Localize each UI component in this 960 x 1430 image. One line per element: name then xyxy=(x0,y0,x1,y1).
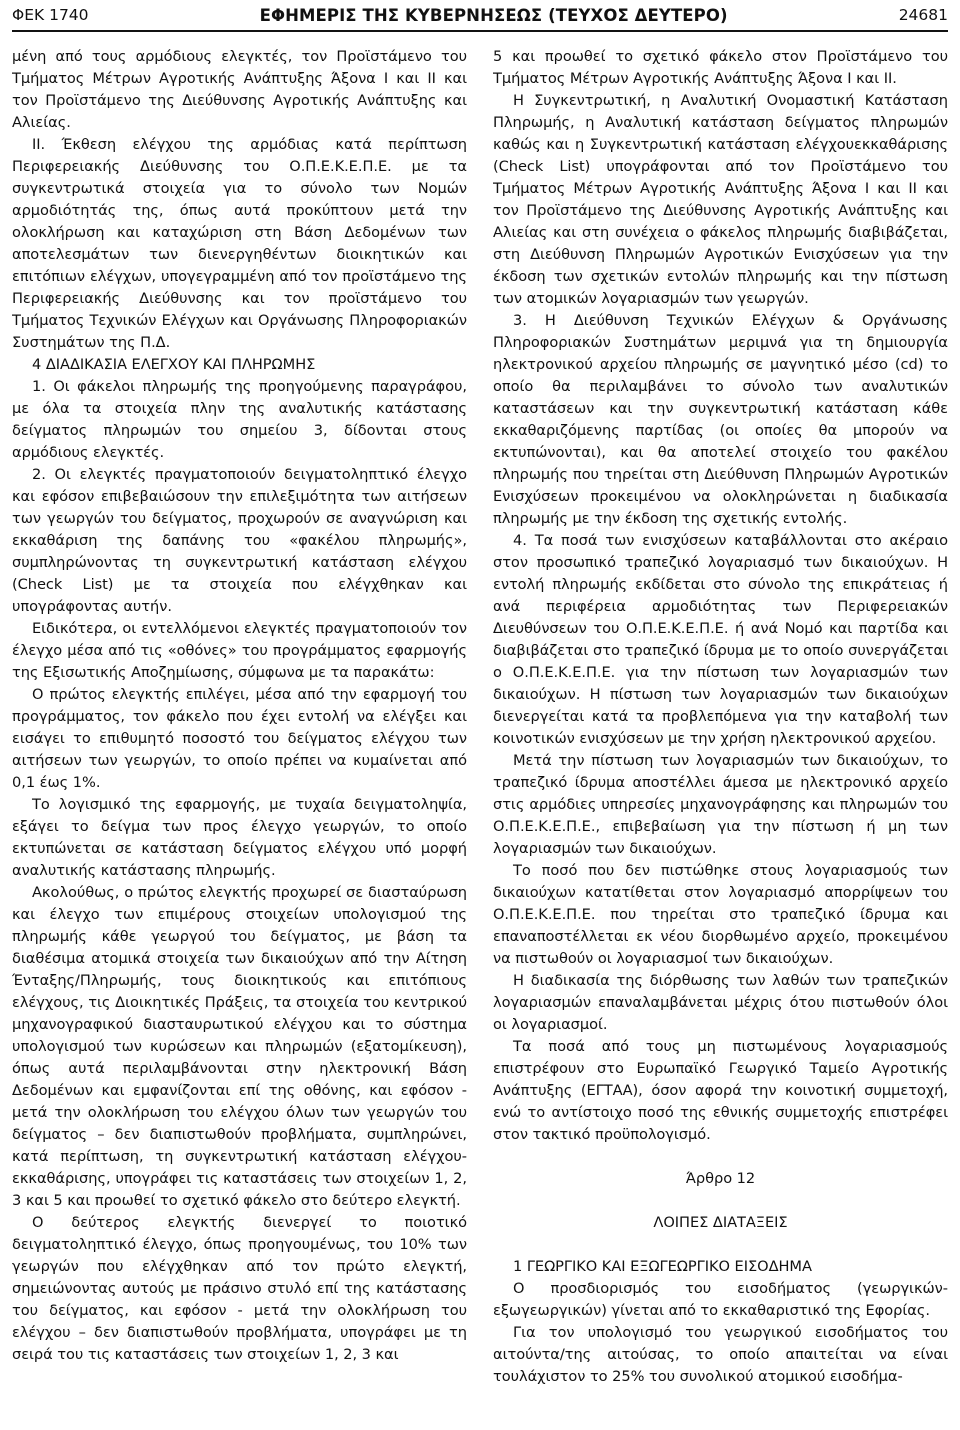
gazette-issue-number: ΦΕΚ 1740 xyxy=(12,6,89,24)
page-number: 24681 xyxy=(898,6,948,24)
paragraph: 1. Οι φάκελοι πληρωμής της προηγούμενης παραγράφου, με όλα τα στοιχεία πλην της αναλυτικής κατάστασης δείγματος πληρωμών του σημείου 3, δίδονται στους αρμόδιους ελεγκτές. xyxy=(12,378,467,461)
left-column xyxy=(12,46,467,1426)
paragraph: ΙΙ. Έκθεση ελέγχου της αρμόδιας κατά περίπτωση Περιφερειακής Διεύθυνσης του Ο.Π.Ε.Κ.Ε.Π.Ε. με τα συγκεντρωτικά στοιχεία για το σύνολο των Νομών αρμοδιότητάς της, όπως αυτά προκύπτουν μετά την ολοκλήρωση και καταχώριση στη Βάση Δεδομένων των αποτελεσμάτων των διενεργηθέντων διοικητικών και επιτόπιων ελέγχων, υπογεγραμμένη από τον προϊστάμενο της Περιφερειακής Διεύθυνσης και τον προϊστάμενο του Τμήματος Τεχνικών Ελέγχων και Οργάνωσης Πληροφοριακών Συστημάτων της Π.Δ. xyxy=(12,136,467,351)
right-column xyxy=(493,46,948,1426)
paragraph: 4. Τα ποσά των ενισχύσεων καταβάλλονται στο ακέραιο στον προσωπικό τραπεζικό λογαριασμό των δικαιούχων. Η εντολή πληρωμής εκδίδεται στο σύνολο της επικράτειας ή ανά περιφέρεια αρμοδιότητας των Περιφερειακών Διευθύνσεων του Ο.Π.Ε.Κ.Ε.Π.Ε. ή ανά Νομό και παρτίδα και διαβιβάζεται στο τραπεζικό ίδρυμα με το οποίο συνεργάζεται ο Ο.Π.Ε.Κ.Ε.Π.Ε. για την πίστωση των λογαριασμών των δικαιούχων. Η πίστωση των λογαριασμών των δικαιούχων διενεργείται κατά τα προβλεπόμενα για την καταβολή των κοινοτικών ενισχύσεων με την χρήση ηλεκτρονικού αρχείου. xyxy=(493,532,948,747)
paragraph: Ακολούθως, ο πρώτος ελεγκτής προχωρεί σε διασταύρωση και έλεγχο των επιμέρους στοιχείων υπολογισμού της πληρωμής κάθε γεωργού του δείγματος, με βάση τα διαθέσιμα ατομικά στοιχεία των δικαιούχων από την Αίτηση Ένταξης/Πληρωμής, τους διοικητικούς και επιτόπιους ελέγχους, τις Διοικητικές Πράξεις, τα στοιχεία του κεντρικού μηχανογραφικού διασταυρωτικού ελέγχου και το σύστημα υπολογισμού των κυρώσεων και πληρωμών (εξατομίκευση), όπως αυτά περιλαμβάνονται στην ηλεκτρονική Βάση Δεδομένων και εμφανίζονται επί της οθόνης, και εφόσον - μετά την ολοκλήρωση του ελέγχου όλων των γεωργών του δείγματος – δεν διαπιστωθούν προβλήματα, συμπληρώνει, κατά περίπτωση, τη συγκεντρωτική κατάσταση ελέγχου-εκκαθάρισης, υπογράφει τις καταστάσεις των στοιχείων 1, 2, 3 και 5 και προωθεί το σχετικό φάκελο στο δεύτερο ελεγκτή. xyxy=(12,884,467,1209)
paragraph: Ο πρώτος ελεγκτής επιλέγει, μέσα από την εφαρμογή του προγράμματος, τον φάκελο που έχει εντολή να ελέγξει και εισάγει το επιθυμητό ποσοστό του δείγματος ελέγχου των αιτήσεων των γεωργών, το οποίο πρέπει να κυμαίνεται από 0,1 έως 1%. xyxy=(12,686,467,791)
document-body xyxy=(12,46,948,1426)
paragraph: Τα ποσά από τους μη πιστωμένους λογαριασμούς επιστρέφουν στο Ευρωπαϊκό Γεωργικό Ταμείο Αγροτικής Ανάπτυξης (ΕΓΤΑΑ), όσον αφορά την κοινοτική συμμετοχή, ενώ το αντίστοιχο ποσό της εθνικής συμμετοχής επιστρέφει στον τακτικό προϋπολογισμό. xyxy=(493,1038,948,1143)
article-title: ΛΟΙΠΕΣ ΔΙΑΤΑΞΕΙΣ xyxy=(653,1214,788,1231)
paragraph: Η Συγκεντρωτική, η Αναλυτική Ονομαστική Κατάσταση Πληρωμής, η Αναλυτική κατάσταση δείγματος πληρωμών καθώς και η Συγκεντρωτική κατάσταση ελέγχουεκκαθάρισης (Check List) υπογράφονται από τον Προϊστάμενο του Τμήματος Μέτρων Αγροτικής Ανάπτυξης Άξονα Ι και ΙΙ και τον Προϊστάμενο της Διεύθυνσης Αγροτικής Ανάπτυξης και Αλιείας και στη συνέχεια ο φάκελος πληρωμής διαβιβάζεται, στη Διεύθυνση Πληρωμών Αγροτικών Ενισχύσεων για την έκδοση των σχετικών εντολών πληρωμής και την πίστωση των ατομικών λογαριασμών των γεωργών. xyxy=(493,92,948,307)
paragraph: 2. Οι ελεγκτές πραγματοποιούν δειγματοληπτικό έλεγχο και εφόσον επιβεβαιώσουν την επιλεξιμότητα των αιτήσεων των γεωργών του δείγματος, προχωρούν σε αναγνώριση και εκκαθάριση της δαπάνης του «φακέλου πληρωμής», συμπληρώνοντας τη συγκεντρωτική κατάσταση ελέγχου (Check List) με τα στοιχεία που ελέγχθηκαν και υπογράφοντας αυτήν. xyxy=(12,466,467,615)
paragraph: Ειδικότερα, οι εντελλόμενοι ελεγκτές πραγματοποιούν τον έλεγχο μέσα από τις «οθόνες» του προγράμματος εφαρμογής της Εξισωτικής Αποζημίωσης, σύμφωνα με τα παρακάτω: xyxy=(12,620,467,681)
paragraph: 3. Η Διεύθυνση Τεχνικών Ελέγχων & Οργάνωσης Πληροφοριακών Συστημάτων μεριμνά για τη δημιουργία ηλεκτρονικού αρχείου πληρωμής σε μαγνητικό μέσο (cd) το οποίο θα περιλαμβάνει το σύνολο των αναλυτικών καταστάσεων και την συγκεντρωτική κατάσταση κάθε εκκαθαριζόμενης παρτίδας (οι οποίες θα μπορούν να εκτυπώνονται), και θα αποτελεί στοιχείο του φακέλου πληρωμής που τηρείται στη Διεύθυνση Πληρωμών Αγροτικών Ενισχύσεων προκειμένου να ολοκληρώνεται η διαδικασία πληρωμής με την έκδοση της σχετικής εντολής. xyxy=(493,312,948,527)
page-header xyxy=(12,0,948,32)
section-heading: 1 ΓΕΩΡΓΙΚΟ ΚΑΙ ΕΞΩΓΕΩΡΓΙΚΟ ΕΙΣΟΔΗΜΑ xyxy=(513,1258,812,1275)
paragraph: Μετά την πίστωση των λογαριασμών των δικαιούχων, το τραπεζικό ίδρυμα αποστέλλει άμεσα με ηλεκτρονικό αρχείο στις αρμόδιες υπηρεσίες μηχανογράφησης και πληρωμών του Ο.Π.Ε.Κ.Ε.Π.Ε., επιβεβαίωση για την πίστωση ή μη των λογαριασμών των δικαιούχων. xyxy=(493,752,948,857)
gazette-title: ΕΦΗΜΕΡΙΣ ΤΗΣ ΚΥΒΕΡΝΗΣΕΩΣ (ΤΕΥΧΟΣ ΔΕΥΤΕΡΟ) xyxy=(259,5,728,25)
paragraph: 5 και προωθεί το σχετικό φάκελο στον Προϊστάμενο του Τμήματος Μέτρων Αγροτικής Ανάπτυξης Άξονα Ι και ΙΙ. xyxy=(493,48,948,87)
paragraph: Το λογισμικό της εφαρμογής, με τυχαία δειγματοληψία, εξάγει το δείγμα των προς έλεγχο γεωργών, το οποίο εκτυπώνεται σε κατάσταση δείγματος ελέγχου υπό μορφή αναλυτικής κατάστασης πληρωμής. xyxy=(12,796,467,879)
article-heading: Άρθρο 12 xyxy=(685,1170,756,1187)
section-heading: 4 ΔΙΑΔΙΚΑΣΙΑ ΕΛΕΓΧΟΥ ΚΑΙ ΠΛΗΡΩΜΗΣ xyxy=(32,356,316,373)
paragraph: Για τον υπολογισμό του γεωργικού εισοδήματος του αιτούντα/της αιτούσας, το οποίο απαιτείται να είναι τουλάχιστον το 25% του συνολικού ατομικού εισοδήμα- xyxy=(493,1324,948,1385)
paragraph: Η διαδικασία της διόρθωσης των λαθών των τραπεζικών λογαριασμών επαναλαμβάνεται μέχρις ότου πιστωθούν όλοι οι λογαριασμοί. xyxy=(493,972,948,1033)
paragraph: Το ποσό που δεν πιστώθηκε στους λογαριασμούς των δικαιούχων κατατίθεται στον λογαριασμό απορρίψεων του Ο.Π.Ε.Κ.Ε.Π.Ε. που τηρείται στο τραπεζικό ίδρυμα και επαναποστέλλεται εκ νέου διορθωμένο αρχείο, προκειμένου να πιστωθούν οι λογαριασμοί των δικαιούχων. xyxy=(493,862,948,967)
paragraph: μένη από τους αρμόδιους ελεγκτές, τον Προϊστάμενο του Τμήματος Μέτρων Αγροτικής Ανάπτυξης Άξονα Ι και ΙΙ και τον Προϊστάμενο της Διεύθυνσης Αγροτικής Ανάπτυξης και Αλιείας. xyxy=(12,48,467,131)
paragraph: Ο προσδιορισμός του εισοδήματος (γεωργικών-εξωγεωργικών) γίνεται από το εκκαθαριστικό της Εφορίας. xyxy=(493,1280,948,1319)
paragraph: Ο δεύτερος ελεγκτής διενεργεί το ποιοτικό δειγματοληπτικό έλεγχο, όπως προηγουμένως, του 10% των γεωργών που ελέγχθηκαν από τον πρώτο ελεγκτή, σημειώνοντας αυτούς με πράσινο στυλό επί της κατάστασης του δείγματος, και εφόσον - μετά την ολοκλήρωση του ελέγχου – δεν διαπιστωθούν προβλήματα, υπογράφει με τη σειρά του τις καταστάσεις των στοιχείων 1, 2, 3 και xyxy=(12,1214,467,1363)
